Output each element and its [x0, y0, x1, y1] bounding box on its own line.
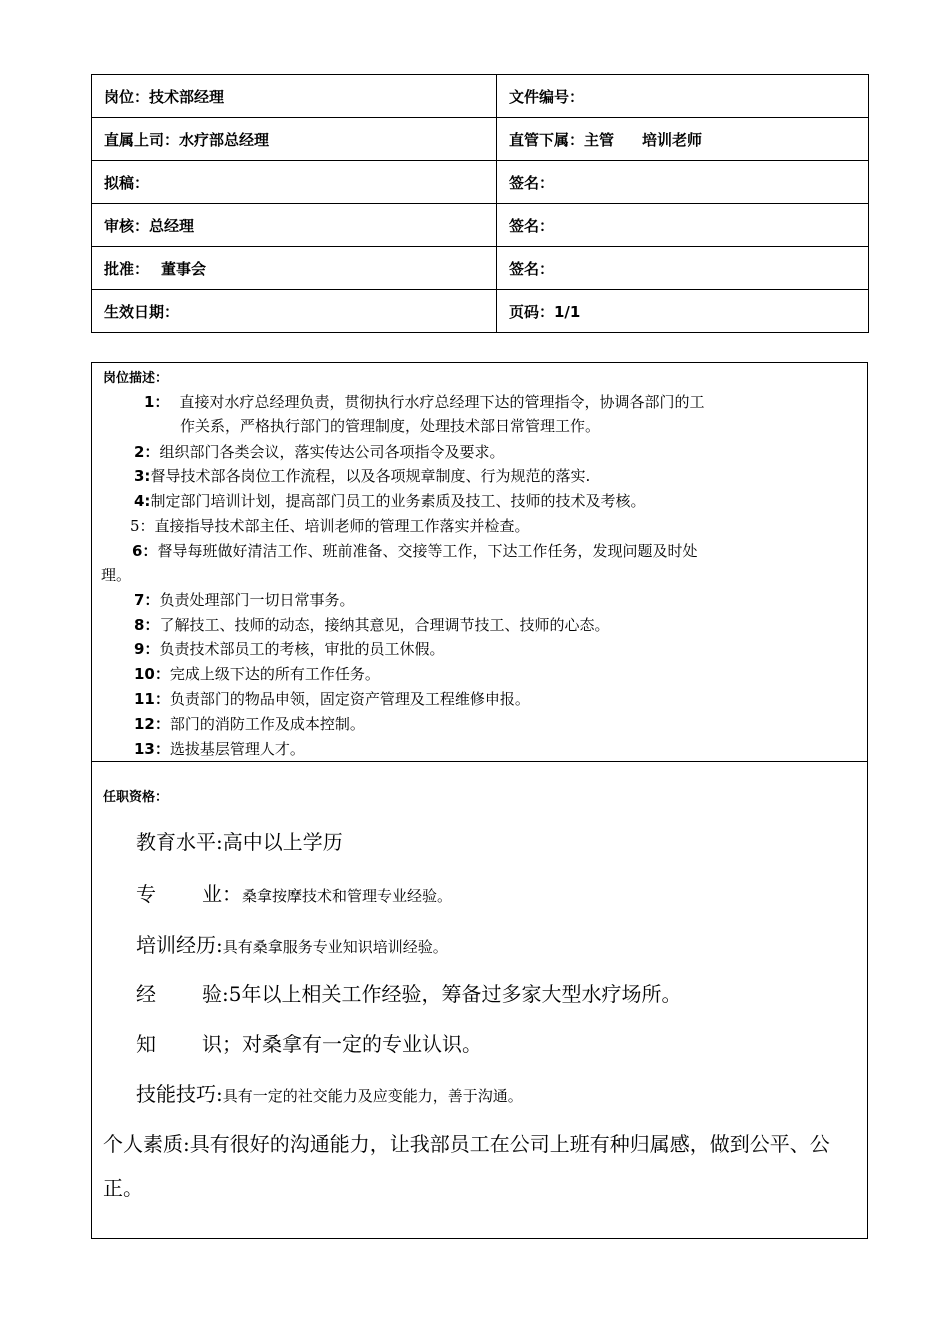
table-row	[92, 290, 869, 333]
skills-row	[136, 1078, 523, 1107]
review-cell	[92, 204, 497, 247]
experience-row	[136, 978, 681, 1007]
description-title: 岗位描述：	[103, 371, 169, 386]
qualifications-title: 任职资格：	[103, 790, 169, 805]
knowledge-label: 知	[136, 1032, 156, 1056]
major-value: 桑拿按摩技术和管理专业经验。	[242, 887, 453, 905]
description-box	[91, 362, 868, 762]
knowledge-label-2: 识；	[202, 1032, 242, 1056]
approval-cell	[92, 247, 497, 290]
review-text: 审核：总经理	[104, 216, 195, 235]
effective-date-text: 生效日期：	[104, 302, 180, 321]
skills-label: 技能技巧:	[136, 1082, 223, 1106]
signature-text: 签名：	[509, 259, 555, 278]
duty-item: 12：部门的消防工作及成本控制。	[134, 715, 365, 733]
table-row	[92, 204, 869, 247]
signature-cell	[497, 161, 869, 204]
position-text: 岗位：技术部经理	[104, 87, 225, 106]
table-row	[92, 118, 869, 161]
subordinates-text-2: 培训老师	[642, 130, 703, 149]
duty-item: 3:督导技术部各岗位工作流程，以及各项规章制度、行为规范的落实.	[134, 467, 591, 485]
approval-value: 董事会	[161, 259, 207, 278]
duty-item: 6：督导每班做好清洁工作、班前准备、交接等工作，下达工作任务，发现问题及时处	[132, 542, 698, 560]
personal-quality-paragraph	[103, 1122, 863, 1210]
signature-cell	[497, 247, 869, 290]
experience-label: 经	[136, 982, 156, 1006]
major-label: 专	[136, 882, 156, 906]
duty-item: 7：负责处理部门一切日常事务。	[134, 591, 355, 609]
subordinates-cell	[497, 118, 869, 161]
experience-label-2: 验:	[202, 982, 229, 1006]
file-number-text: 文件编号：	[509, 87, 585, 106]
duty-item: 10：完成上级下达的所有工作任务。	[134, 665, 380, 683]
supervisor-text: 直属上司：水疗部总经理	[104, 130, 270, 149]
knowledge-value: 对桑拿有一定的专业认识。	[242, 1032, 482, 1056]
qualifications-box	[91, 761, 868, 1239]
education-label: 教育水平:	[136, 830, 223, 854]
training-value: 具有桑拿服务专业知识培训经验。	[222, 938, 448, 956]
subordinates-text: 直管下属：主管	[509, 130, 615, 149]
duty-item: 8：了解技工、技师的动态，接纳其意见，合理调节技工、技师的心态。	[134, 616, 610, 634]
education-value: 高中以上学历	[222, 830, 343, 854]
header-table	[91, 74, 869, 333]
training-row	[136, 929, 448, 958]
duty-item: 1： 直接对水疗总经理负责，贯彻执行水疗总经理下达的管理指令，协调各部门的工	[144, 393, 705, 411]
experience-value: 5年以上相关工作经验，筹备过多家大型水疗场所。	[228, 982, 682, 1006]
supervisor-cell	[92, 118, 497, 161]
page-number-text: 页码：1/1	[509, 302, 581, 321]
skills-value: 具有一定的社交能力及应变能力，善于沟通。	[222, 1087, 523, 1105]
duty-item: 11：负责部门的物品申领，固定资产管理及工程维修申报。	[134, 690, 530, 708]
file-number-cell	[497, 75, 869, 118]
approval-label: 批准：	[104, 259, 150, 278]
duty-item-continuation: 理。	[101, 566, 132, 584]
duty-item-continuation: 作关系，严格执行部门的管理制度，处理技术部日常管理工作。	[180, 417, 601, 435]
position-cell	[92, 75, 497, 118]
training-label: 培训经历:	[136, 933, 223, 957]
signature-text: 签名：	[509, 216, 555, 235]
education-row	[136, 826, 343, 855]
table-row	[92, 161, 869, 204]
duty-item: 9：负责技术部员工的考核，审批的员工休假。	[134, 640, 445, 658]
draft-cell	[92, 161, 497, 204]
major-label-2: 业：	[202, 882, 242, 906]
table-row	[92, 247, 869, 290]
page-number-cell	[497, 290, 869, 333]
signature-text: 签名：	[509, 173, 555, 192]
signature-cell	[497, 204, 869, 247]
major-row	[136, 878, 452, 907]
duty-item: 4:制定部门培训计划，提高部门员工的业务素质及技工、技师的技术及考核。	[134, 492, 646, 510]
duty-item: 13：选拔基层管理人才。	[134, 740, 305, 758]
draft-text: 拟稿：	[104, 173, 150, 192]
knowledge-row	[136, 1028, 482, 1057]
personal-value: 具有很好的沟通能力，让我部员工在公司上班有种归属感，做到公平、公正。	[103, 1132, 830, 1200]
table-row	[92, 75, 869, 118]
effective-date-cell	[92, 290, 497, 333]
personal-label: 个人素质:	[103, 1132, 190, 1156]
duty-item: 5：直接指导技术部主任、培训老师的管理工作落实并检查。	[130, 517, 530, 535]
duty-item: 2：组织部门各类会议，落实传达公司各项指令及要求。	[134, 443, 505, 461]
